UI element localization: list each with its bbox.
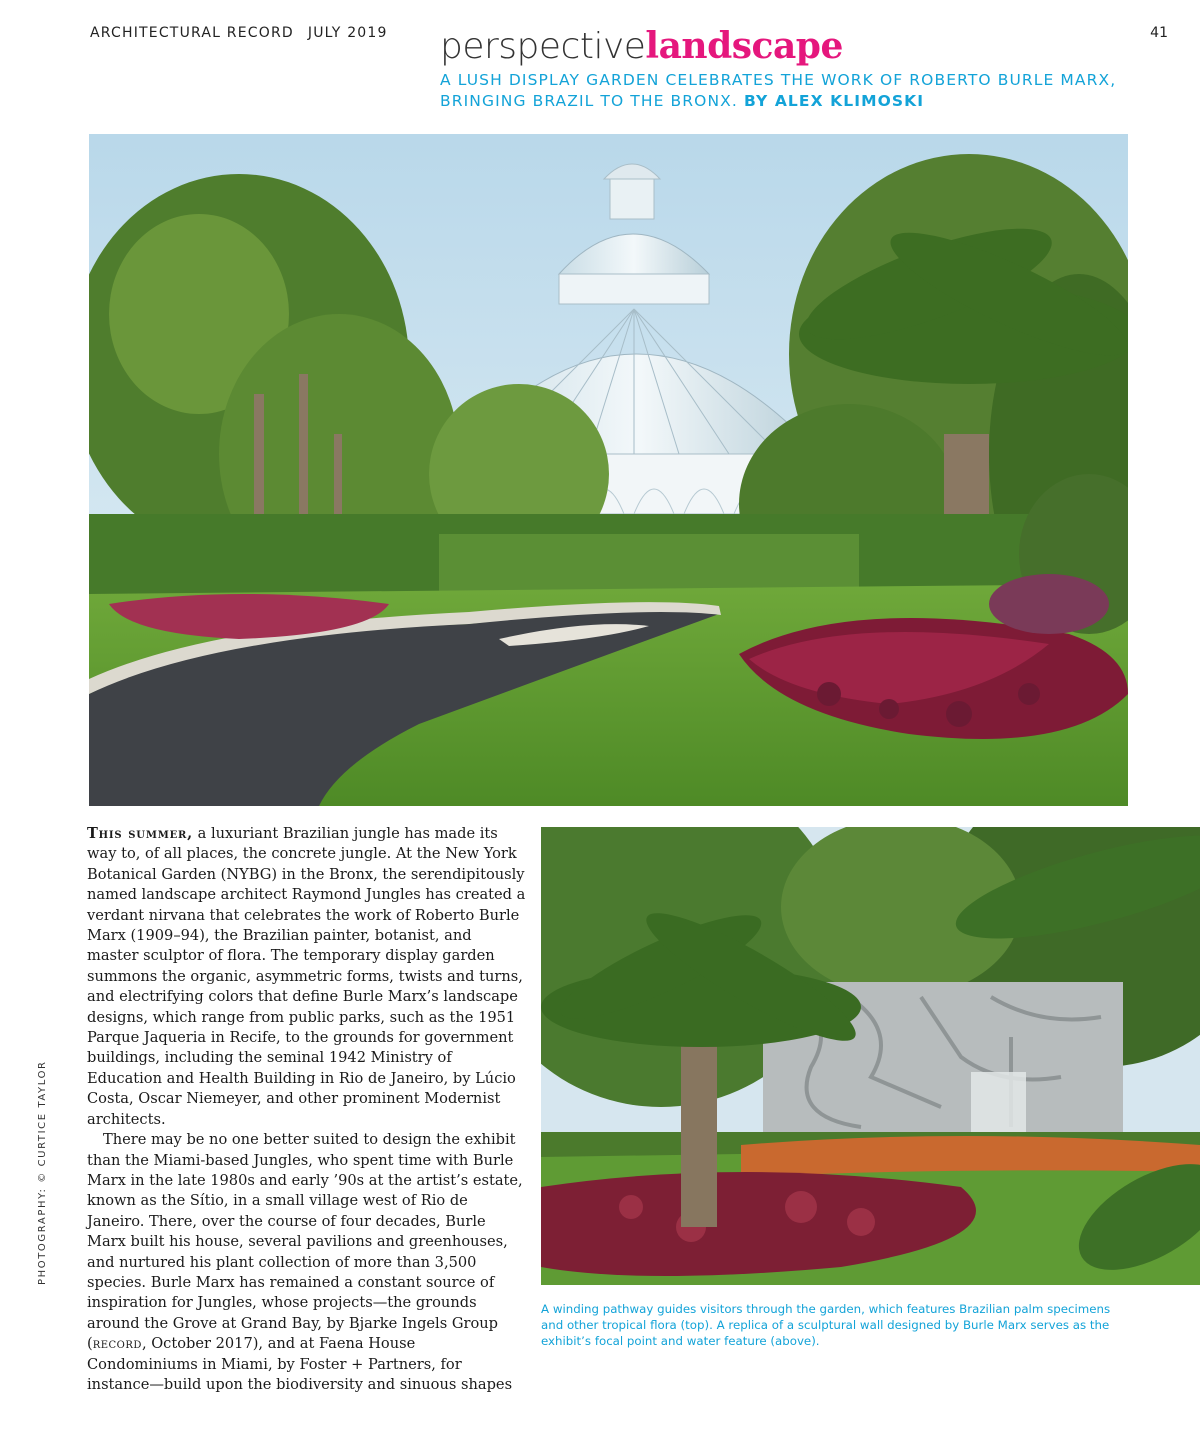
garden-path-photo: [89, 134, 1128, 806]
running-header: [90, 25, 388, 41]
photo-credit: PHOTOGRAPHY: © CURTICE TAYLOR: [37, 1060, 48, 1285]
publication-name: ARCHITECTURAL RECORD: [90, 25, 294, 41]
article-body: [87, 824, 527, 1395]
paragraph-2-text-a: There may be no one better suited to design the exhibit than the Miami-based Jungles, who spent time with Burle Marx in the late 1980s and early ’90s at the artist’s estate, known as the Sítio, in a small village west of Rio de Janeiro. There, over the course of four decades, Burle Marx built his house, several pavilions and greenhouses, and nurtured his plant collection of more than 3,500 species. Burle Marx has remained a constant source of inspiration for Jungles, whose projects—the grounds around the Grove at Grand Bay, by Bjarke Ingels Group (: [87, 1131, 523, 1353]
record-reference: record: [92, 1335, 142, 1353]
paragraph-1-text: a luxuriant Brazilian jungle has made its way to, of all places, the concrete jungle. At the New York Botanical Garden (NYBG) in the Bronx, the serendipitously named landscape architect Raymond Jungles has created a verdant nirvana that celebrates the work of Roberto Burle Marx (1909–94), the Brazilian painter, botanist, and master sculptor of flora. The temporary display garden summons the organic, asymmetric forms, twists and turns, and electrifying colors that define Burle Marx’s landscape designs, which range from public parks, such as the 1951 Parque Jaqueria in Recife, to the grounds for government buildings, including the seminal 1942 Ministry of Education and Health Building in Rio de Janeiro, by Lúcio Costa, Oscar Niemeyer, and other prominent Modernist architects.: [87, 825, 526, 1128]
deck-text: A LUSH DISPLAY GARDEN CELEBRATES THE WORK OF ROBERTO BURLE MARX, BRINGING BRAZIL TO THE BRONX.: [440, 71, 1117, 110]
paragraph-2-text-b: , October 2017), and at Faena House Condominiums in Miami, by Foster + Partners, for instance—build upon the biodiversity and sinuous shapes: [87, 1335, 513, 1393]
lead-in: This summer,: [87, 825, 193, 842]
department-heading: [440, 22, 843, 77]
photo-caption: A winding pathway guides visitors through the garden, which features Brazilian palm specimens and other tropical flora (top). A replica of a sculptural wall designed by Burle Marx serves as the exhibit’s focal point and water feature (above).: [541, 1302, 1111, 1348]
sculptural-wall-photo: [541, 827, 1200, 1285]
byline: BY ALEX KLIMOSKI: [743, 92, 925, 110]
issue-date: JULY 2019: [307, 25, 388, 41]
article-deck: [440, 70, 1160, 112]
paragraph-1: [87, 824, 527, 1130]
page-number: 41: [1150, 25, 1168, 41]
department-label-bold: landscape: [645, 25, 843, 67]
department-label-light: perspective: [440, 26, 646, 67]
paragraph-2: [87, 1130, 527, 1395]
